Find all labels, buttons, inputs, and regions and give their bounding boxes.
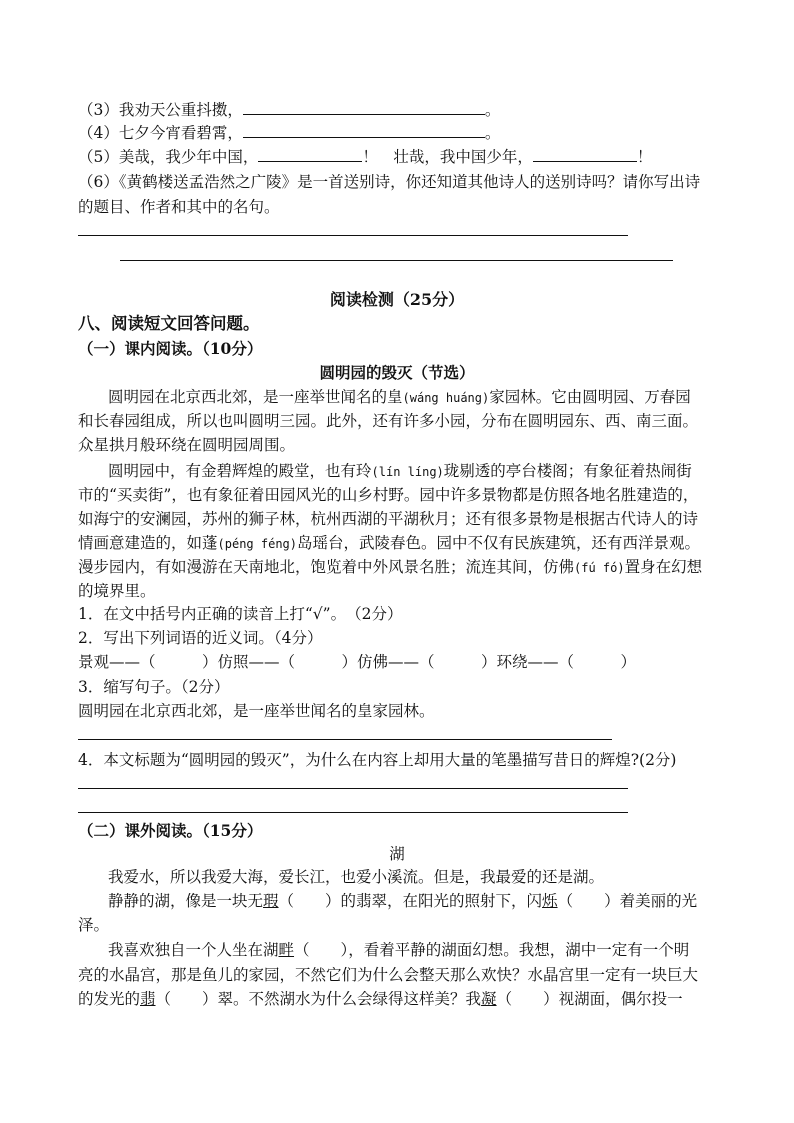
q6-answer-line-2[interactable] (120, 260, 673, 261)
p2-line3: 如海宁的安澜园，苏州的狮子林，杭州西湖的平湖秋月；还有很多景物是根据古代诗人的诗 (78, 510, 699, 528)
text: 圆明园中，有金碧辉煌的殿堂，也有玲 (108, 462, 372, 480)
word-fei: 翡 (140, 990, 156, 1008)
text: 圆明园在北京西北郊，是一座举世闻名的皇 (108, 388, 403, 406)
p2-line4 (78, 532, 716, 555)
text: 珑剔透的亭台楼阁；有象征着热闹街 (443, 462, 692, 480)
rq2: 2．写出下列词语的近义词。（4分） (78, 629, 323, 647)
text: 漫步园内，有如漫游在天南地北，饱览着中外风景名胜；流连其间，仿佛 (78, 558, 575, 576)
q5-prompt-b: ！ 壮哉，我中国少年， (362, 148, 533, 166)
question-6-line2: 的题目、作者和其中的名句。 (78, 198, 280, 216)
p5-line3 (78, 988, 716, 1010)
q3-end: 。 (484, 101, 501, 119)
q5-prompt-a: （5）美哉，我少年中国， (78, 148, 259, 166)
rq4-answer-line-2[interactable] (78, 812, 628, 813)
q5-answer-blank-2[interactable] (533, 146, 637, 162)
pinyin-lin-ling[interactable]: (lín líng) (371, 465, 444, 479)
word-shuo: 烁 (542, 892, 558, 910)
p4-line1 (108, 890, 716, 912)
text: 情画意建造的，如蓬 (78, 534, 218, 552)
p1-line3: 众星拱月般环绕在圆明园周围。 (78, 436, 296, 454)
q5-answer-blank-1[interactable] (258, 146, 362, 162)
pinyin-fu-fo[interactable]: (fú fó) (574, 561, 625, 575)
p4-line2: 泽。 (78, 916, 110, 934)
q6-answer-line-1[interactable] (78, 235, 628, 236)
rq4-answer-line-1[interactable] (78, 788, 628, 789)
text: 的发光的 (78, 990, 141, 1008)
p5-line1 (108, 939, 716, 961)
p5-line2: 亮的水晶宫，那是鱼儿的家园，不然它们为什么会整天那么欢快？水晶宫里一定有一块巨大 (78, 966, 699, 984)
p3: 我爱水，所以我爱大海，爱长江，也爱小溪流。但是，我最爱的还是湖。 (108, 868, 605, 886)
question-4 (78, 122, 716, 144)
blank-fei[interactable]: （ ）翠。不然湖水为什么会绿得这样美？我 (155, 990, 482, 1008)
word-ning: 凝 (481, 990, 497, 1008)
text: 岛瑶台，武陵春色。园中不仅有民族建筑，还有西洋景观。 (297, 534, 701, 552)
rq4: 4．本文标题为“圆明园的毁灭”，为什么在内容上却用大量的笔墨描写昔日的辉煌?(2分) (78, 751, 677, 769)
word-xia: 瑕 (263, 892, 279, 910)
text: 我喜欢独自一个人坐在湖 (108, 941, 279, 959)
word-pan: 畔 (278, 941, 295, 959)
question-5 (78, 146, 716, 168)
rq3-sentence: 圆明园在北京西北郊，是一座举世闻名的皇家园林。 (78, 702, 435, 720)
blank-pan[interactable]: （ ），看着平静的湖面幻想。我想，湖中一定有一个明 (294, 941, 690, 959)
rq1: 1．在文中括号内正确的读音上打“√”。 （2分） (78, 605, 403, 623)
rq2-items[interactable]: 景观——（ ）仿照——（ ）仿佛——（ ）环绕——（ ） (78, 653, 637, 671)
blank-xia[interactable]: （ ）的翡翠，在阳光的照射下，闪 (278, 892, 543, 910)
rq3-answer-line[interactable] (78, 739, 612, 740)
p2-line2: 市的“买卖街”，也有象征着田园风光的山乡村野。园中许多景物都是仿照各地名胜建造的， (78, 486, 699, 504)
blank-shuo[interactable]: （ ）着美丽的光 (557, 892, 698, 910)
question-3 (78, 99, 716, 121)
p2-line6: 的境界里。 (78, 582, 156, 600)
p1-line2: 和长春园组成，所以也叫圆明三园。此外，还有许多小园，分布在圆明园东、西、南三面。 (78, 412, 699, 430)
q5-end: ！ (636, 148, 653, 166)
q3-prompt: （3）我劝天公重抖擞， (78, 101, 243, 119)
section-title: 阅读检测（25分） (329, 290, 465, 309)
q3-answer-blank[interactable] (243, 99, 485, 115)
pinyin-wang-huang[interactable]: (wáng huáng) (402, 391, 490, 405)
part2-heading: （二）课外阅读。（15分） (78, 821, 263, 840)
part1-heading: （一）课内阅读。（10分） (78, 339, 263, 358)
text: 静静的湖，像是一块无 (108, 892, 264, 910)
passage1-title: 圆明园的毁灭（节选） (319, 363, 475, 382)
text: 置身在幻想 (624, 558, 703, 576)
question-6-line1: （6）《黄鹤楼送孟浩然之广陵》是一首送别诗，你还知道其他诗人的送别诗吗？请你写出诗 (78, 173, 701, 191)
pinyin-peng-feng[interactable]: (péng féng) (217, 537, 297, 551)
q4-end: 。 (484, 124, 501, 142)
passage2-title: 湖 (389, 845, 405, 863)
p2-line5 (78, 556, 716, 579)
rq3: 3．缩写句子。（2分） (78, 678, 230, 696)
p2-line1 (108, 460, 716, 483)
blank-ning[interactable]: （ ）视湖面，偶尔投一 (496, 990, 683, 1008)
reading-heading: 八、阅读短文回答问题。 (78, 314, 260, 333)
text: 家园林。它由圆明园、万春园 (489, 388, 691, 406)
q4-prompt: （4）七夕今宵看碧霄， (78, 124, 243, 142)
p1-line1 (108, 386, 716, 409)
q4-answer-blank[interactable] (243, 122, 485, 138)
